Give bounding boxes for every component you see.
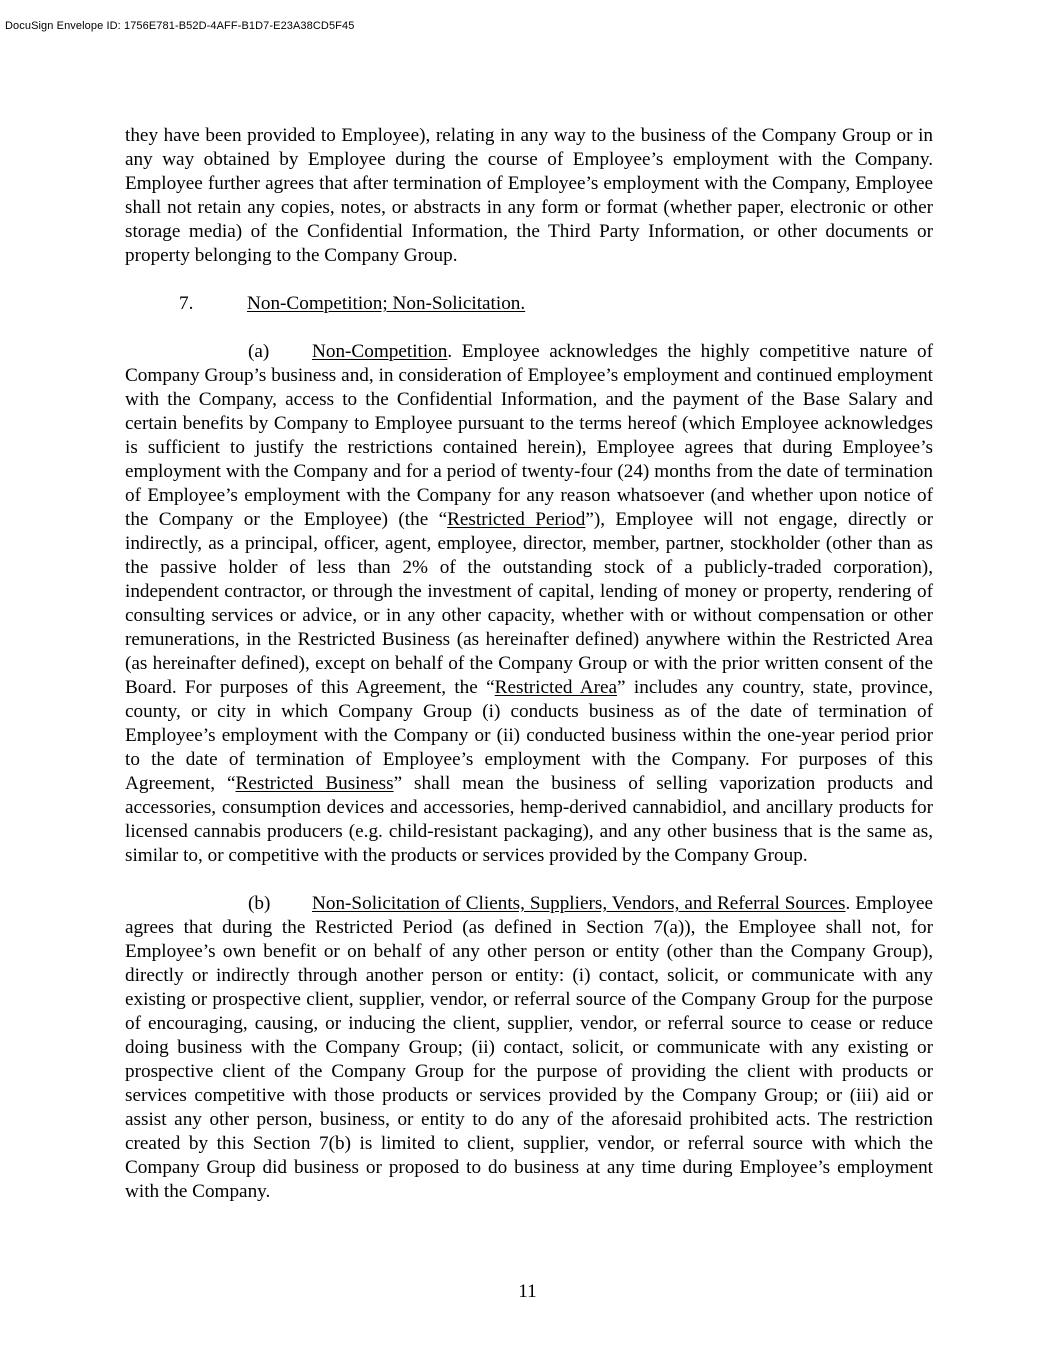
page-number: 11 <box>518 1281 537 1302</box>
subsection-b-text: . Employee agrees that during the Restricted Period (as defined in Section 7(a)), the Employee shall not, for Employee’s own benefit or on behalf of any other person or entity (other than the Company Group), directly or indirectly through another person or entity: (i) contact, solicit, or communicate with any existing or prospective client, supplier, vendor, or referral source of the Company Group for the purpose of encouraging, causing, or inducing the client, supplier, vendor, or referral source to cease or reduce doing business with the Company Group; (ii) contact, solicit, or communicate with any existing or prospective client of the Company Group for the purpose of providing the client with products or services competitive with those products or services provided by the Company Group; or (iii) aid or assist any other person, business, or entity to do any of the aforesaid prohibited acts. The restriction created by this Section 7(b) is limited to client, supplier, vendor, or referral source with which the Company Group did business or proposed to do business at any time during Employee’s employment with the Company. <box>125 893 934 1202</box>
subsection-a-title: Non-Competition <box>312 341 448 362</box>
defined-term-restricted-business: Restricted Business <box>235 773 394 794</box>
docusign-envelope-id: DocuSign Envelope ID: 1756E781-B52D-4AFF-B1D7-E23A38CD5F45 <box>5 20 355 32</box>
subsection-a-text-4: ” shall mean the business of selling vaporization products and accessories, consumption devices and accessories, hemp-derived cannabidiol, and ancillary products for licensed cannabis producers (e.g. child-resistant packaging), and any other business that is the same as, similar to, or competitive with the products or services provided by the Company Group. <box>125 773 934 866</box>
section-7-number: 7. <box>179 293 194 314</box>
subsection-a-text-3: ” includes any country, state, province, county, or city in which Company Group (i) conducts business as of the date of termination of Employee’s employment with the Company or (ii) conducted business within the one-year period prior to the date of termination of Employee’s employment with the Company. For purposes of this Agreement, “ <box>125 677 933 794</box>
subsection-b-title: Non-Solicitation of Clients, Suppliers, Vendors, and Referral Sources <box>312 893 846 914</box>
section-7-title: Non-Competition; Non-Solicitation. <box>247 293 526 314</box>
defined-term-restricted-area: Restricted Area <box>494 677 618 698</box>
document-body <box>125 124 933 1204</box>
subsection-a-label: (a) <box>248 341 270 362</box>
subsection-a-paragraph <box>125 340 933 868</box>
continuation-paragraph: they have been provided to Employee), relating in any way to the business of the Company Group or in any way obtained by Employee during the course of Employee’s employment with the Company. Employee further agrees that after termination of Employee’s employment with the Company, Employee shall not retain any copies, notes, or abstracts in any form or format (whether paper, electronic or other storage media) of the Confidential Information, the Third Party Information, or other documents or property belonging to the Company Group. <box>125 125 933 266</box>
defined-term-restricted-period: Restricted Period <box>447 509 586 530</box>
subsection-a-text-2: ”), Employee will not engage, directly or indirectly, as a principal, officer, agent, employee, director, member, partner, stockholder (other than as the passive holder of less than 2% of the outstanding stock of a publicly-traded corporation), independent contractor, or through the investment of capital, lending of money or property, rendering of consulting services or advice, or in any other capacity, whether with or without compensation or other remunerations, in the Restricted Business (as hereinafter defined) anywhere within the Restricted Area (as hereinafter defined), except on behalf of the Company Group or with the prior written consent of the Board. For purposes of this Agreement, the “ <box>125 509 933 698</box>
subsection-b-paragraph <box>125 892 933 1204</box>
subsection-a-text-1: . Employee acknowledges the highly competitive nature of Company Group’s business and, in consideration of Employee’s employment and continued employment with the Company, access to the Confidential Information, and the payment of the Base Salary and certain benefits by Company to Employee pursuant to the terms hereof (which Employee acknowledges is sufficient to justify the restrictions contained herein), Employee agrees that during Employee’s employment with the Company and for a period of twenty-four (24) months from the date of termination of Employee’s employment with the Company for any reason whatsoever (and whether upon notice of the Company or the Employee) (the “ <box>125 341 933 530</box>
subsection-b-label: (b) <box>248 893 271 914</box>
section-7-heading <box>125 292 933 316</box>
